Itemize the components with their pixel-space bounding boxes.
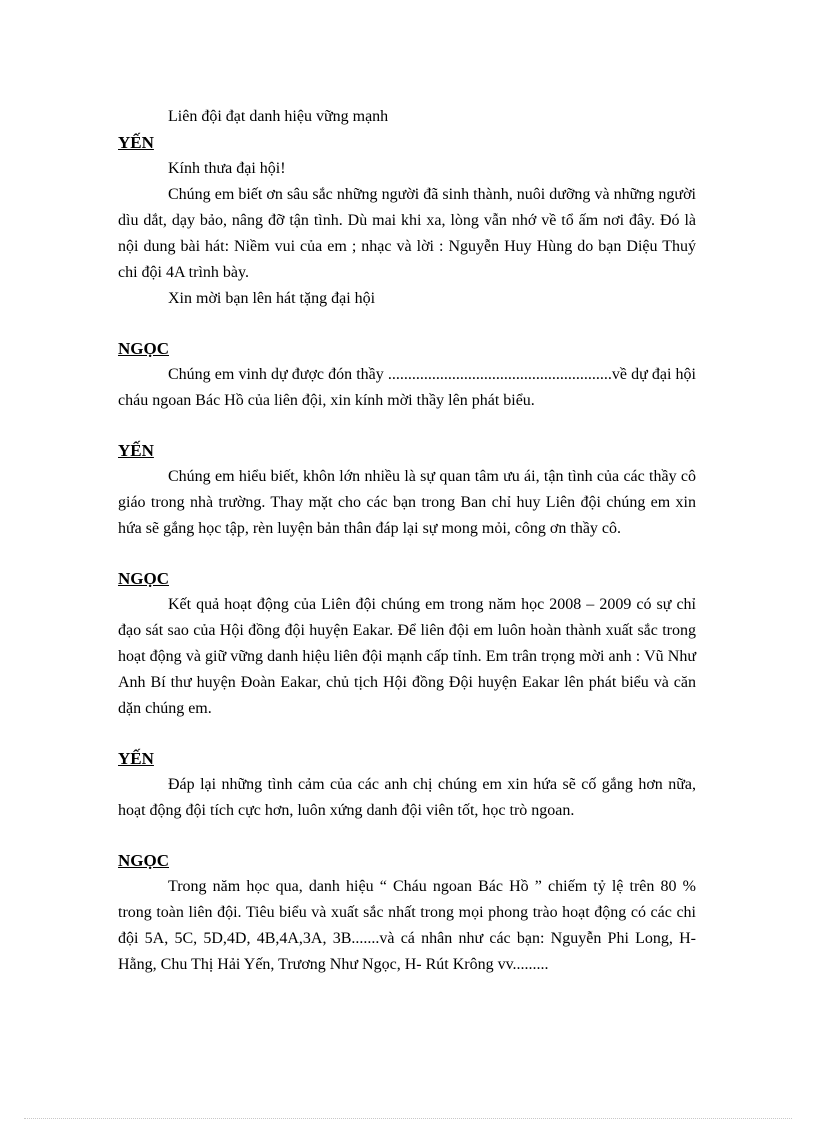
- speaker-label: NGỌC: [118, 851, 169, 870]
- paragraph: Trong năm học qua, danh hiệu “ Cháu ngoan Bác Hồ ” chiếm tỷ lệ trên 80 % trong toàn liên đội. Tiêu biểu và xuất sắc nhất trong mọi phong trào hoạt động có các chi đội 5A, 5C, 5D,4D, 4B,4A,3A, 3B.......và cá nhân như các bạn: Nguyễn Phi Long, H- Hằng, Chu Thị Hải Yến, Trương Như Ngọc, H- Rút Krông vv.........: [118, 878, 696, 973]
- paragraph: Xin mời bạn lên hát tặng đại hội: [168, 290, 376, 307]
- intro-line: Liên đội đạt danh hiệu vững mạnh: [168, 108, 389, 125]
- speaker-label: YẾN: [118, 441, 154, 460]
- page-bottom-divider: [24, 1118, 792, 1119]
- paragraph: Chúng em biết ơn sâu sắc những người đã sinh thành, nuôi dưỡng và những người dìu dắt, dạy bảo, nâng đỡ tận tình. Dù mai khi xa, lòng vẫn nhớ về tổ ấm nơi đây. Đó là nội dung bài hát: Niềm vui của em ; nhạc và lời : Nguyễn Huy Hùng do bạn Diệu Thuý chi đội 4A trình bày.: [118, 186, 696, 281]
- speaker-label: YẾN: [118, 133, 154, 152]
- paragraph: Kính thưa đại hội!: [168, 160, 286, 177]
- section-2: [118, 336, 696, 414]
- speaker-label: NGỌC: [118, 569, 169, 588]
- paragraph: Chúng em vinh dự được đón thầy ........................................................về dự đại hội cháu ngoan Bác Hồ của liên đội, xin kính mời thầy lên phát biểu.: [118, 366, 696, 409]
- document-page: [118, 104, 696, 978]
- spacer: [118, 312, 696, 336]
- spacer: [118, 824, 696, 848]
- speaker-label: YẾN: [118, 749, 154, 768]
- spacer: [118, 722, 696, 746]
- section-4: [118, 566, 696, 722]
- section-1: [118, 130, 696, 312]
- paragraph: Kết quả hoạt động của Liên đội chúng em trong năm học 2008 – 2009 có sự chỉ đạo sát sao của Hội đồng đội huyện Eakar. Để liên đội em luôn hoàn thành xuất sắc trong hoạt động và giữ vững danh hiệu liên đội mạnh cấp tỉnh. Em trân trọng mời anh : Vũ Như Anh Bí thư huyện Đoàn Eakar, chủ tịch Hội đồng Đội huyện Eakar lên phát biểu và căn dặn chúng em.: [118, 596, 696, 717]
- spacer: [118, 414, 696, 438]
- section-5: [118, 746, 696, 824]
- paragraph: Chúng em hiểu biết, khôn lớn nhiều là sự quan tâm ưu ái, tận tình của các thầy cô giáo trong nhà trường. Thay mặt cho các bạn trong Ban chỉ huy Liên đội chúng em xin hứa sẽ gắng học tập, rèn luyện bản thân đáp lại sự mong mỏi, công ơn thầy cô.: [118, 468, 696, 537]
- paragraph: Đáp lại những tình cảm của các anh chị chúng em xin hứa sẽ cố gắng hơn nữa, hoạt động đội tích cực hơn, luôn xứng danh đội viên tốt, học trò ngoan.: [118, 776, 696, 819]
- spacer: [118, 542, 696, 566]
- section-6: [118, 848, 696, 978]
- section-3: [118, 438, 696, 542]
- speaker-label: NGỌC: [118, 339, 169, 358]
